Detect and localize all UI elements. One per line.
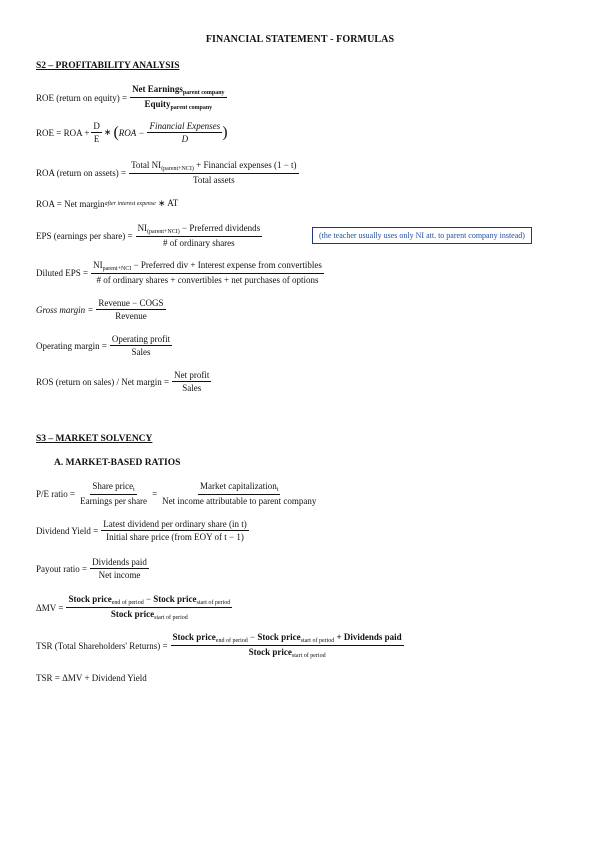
section-heading-market-solvency: S3 – MARKET SOLVENCY	[36, 434, 153, 444]
formula-operating-margin	[36, 334, 172, 357]
denominator: # of ordinary shares	[162, 238, 235, 248]
fraction	[96, 298, 165, 321]
numerator: NI	[137, 223, 148, 233]
fraction	[172, 370, 211, 393]
denominator: Earnings per share	[80, 496, 148, 506]
subscript: end of period	[111, 600, 144, 606]
formula-delta-mv	[36, 594, 232, 621]
subscript: parent company	[182, 90, 225, 96]
formula-ros	[36, 370, 211, 393]
numerator-b: Stock price	[153, 594, 197, 604]
numerator: Revenue − COGS	[98, 298, 164, 308]
subscript: parent+NCI	[102, 266, 132, 272]
close-paren: )	[222, 123, 228, 141]
formula-roe-1	[36, 84, 227, 111]
open-paren: (	[113, 123, 119, 141]
numerator: Stock price	[68, 594, 112, 604]
subscript: parent company	[170, 105, 213, 111]
denominator: E	[93, 134, 100, 144]
formula-payout-ratio	[36, 557, 149, 580]
section-heading-profitability: S2 – PROFITABILITY ANALYSIS	[36, 61, 180, 71]
subscript: start of period	[154, 615, 188, 621]
formula-roa-1	[36, 160, 299, 185]
formula-lhs: P/E ratio =	[36, 488, 76, 499]
fraction-1	[78, 481, 149, 506]
denominator: Net income attributable to parent company	[162, 496, 317, 506]
denominator: Sales	[182, 383, 202, 393]
formula-lhs: Dividend Yield =	[36, 525, 99, 536]
subscript: start of period	[291, 653, 326, 659]
fraction-de	[91, 121, 102, 144]
numerator: D	[93, 121, 100, 131]
fraction-2	[160, 481, 318, 506]
teacher-note: (the teacher usually uses only NI att. to parent company instead)	[312, 227, 532, 244]
formula-lhs: ROA (return on assets) =	[36, 167, 127, 178]
formula-dividend-yield	[36, 519, 249, 542]
formula-roa-2	[36, 198, 178, 209]
multiply-sign: ∗	[103, 127, 112, 137]
denominator: # of ordinary shares + convertibles + net purchases of options	[96, 275, 319, 285]
formula-roe-2	[36, 121, 228, 144]
equals-sign: =	[152, 488, 158, 499]
fraction	[90, 557, 149, 580]
subscript: (parent+NCI)	[147, 229, 180, 235]
numerator: Share price	[92, 481, 134, 491]
subscript: start of period	[196, 600, 231, 606]
formula-lhs: Gross margin =	[36, 304, 94, 315]
numerator-rest: − Preferred div + Interest expense from convertibles	[133, 260, 322, 270]
denominator: Sales	[131, 347, 151, 357]
numerator: Stock price	[172, 632, 216, 642]
numerator: Market capitalization	[200, 481, 277, 491]
denominator: Stock price	[110, 609, 155, 619]
formula-lhs: TSR (Total Shareholders' Returns) =	[36, 640, 168, 651]
numerator: NI	[93, 260, 103, 270]
subsection-heading-market-ratios: A. MARKET-BASED RATIOS	[54, 458, 181, 468]
subscript: start of period	[300, 638, 335, 644]
numerator: Total NI	[131, 160, 162, 170]
fraction	[66, 594, 232, 621]
numerator: Financial Expenses	[149, 121, 221, 131]
denominator: Stock price	[248, 647, 292, 657]
formula-lhs: Payout ratio =	[36, 563, 88, 574]
numerator: Net profit	[174, 370, 210, 380]
minus-sign: −	[250, 632, 256, 642]
formula-lhs: ROS (return on sales) / Net margin =	[36, 376, 170, 387]
formula-tsr	[36, 632, 404, 659]
formula-lhs: Diluted EPS =	[36, 267, 89, 278]
numerator-rest: + Financial expenses (1 − t)	[196, 160, 297, 170]
numerator-rest: − Preferred dividends	[182, 223, 261, 233]
denominator: Net income	[98, 570, 141, 580]
fraction	[136, 223, 263, 248]
fraction	[130, 84, 227, 111]
minus-sign: −	[145, 594, 152, 604]
subscript: after interest expense	[104, 200, 156, 207]
formula-pe-ratio	[36, 481, 318, 506]
formula-tsr-2	[36, 673, 147, 683]
formula-eps	[36, 223, 262, 248]
formula-lhs: ROE = ROA +	[36, 127, 90, 138]
denominator: D	[181, 134, 189, 144]
formula-lhs: EPS (earnings per share) =	[36, 230, 133, 241]
numerator-b: Stock price	[257, 632, 301, 642]
formula-text: ROA = Net margin	[36, 198, 105, 209]
formula-lhs: ΔMV =	[36, 602, 64, 613]
subscript: t	[133, 487, 135, 493]
fraction	[171, 632, 404, 659]
formula-lhs: Operating margin =	[36, 340, 107, 351]
denominator: Total assets	[192, 175, 235, 185]
fraction	[101, 519, 248, 542]
denominator: Initial share price (from EOY of t − 1)	[106, 532, 244, 542]
numerator-c: + Dividends paid	[336, 632, 402, 642]
numerator: Operating profit	[111, 334, 171, 344]
denominator: Revenue	[115, 311, 147, 321]
subscript: end of period	[215, 638, 248, 644]
subscript: (parent+NCI)	[161, 166, 194, 172]
formula-tail: ∗ AT	[158, 198, 179, 208]
formula-lhs: ROE (return on equity) =	[36, 92, 128, 103]
numerator: Dividends paid	[92, 557, 147, 567]
denominator: Equity	[144, 99, 171, 109]
formula-diluted-eps	[36, 260, 324, 285]
fraction	[91, 260, 324, 285]
fraction	[129, 160, 298, 185]
page-title: FINANCIAL STATEMENT - FORMULAS	[205, 34, 395, 45]
fraction-fe	[147, 121, 222, 144]
subscript: t	[276, 487, 279, 493]
numerator: Net Earnings	[132, 84, 183, 94]
formula-text: TSR = ΔMV + Dividend Yield	[36, 673, 147, 683]
roa-term: ROA −	[118, 127, 145, 138]
numerator: Latest dividend per ordinary share (in t)	[103, 519, 247, 529]
fraction	[110, 334, 172, 357]
formula-gross-margin	[36, 298, 166, 321]
